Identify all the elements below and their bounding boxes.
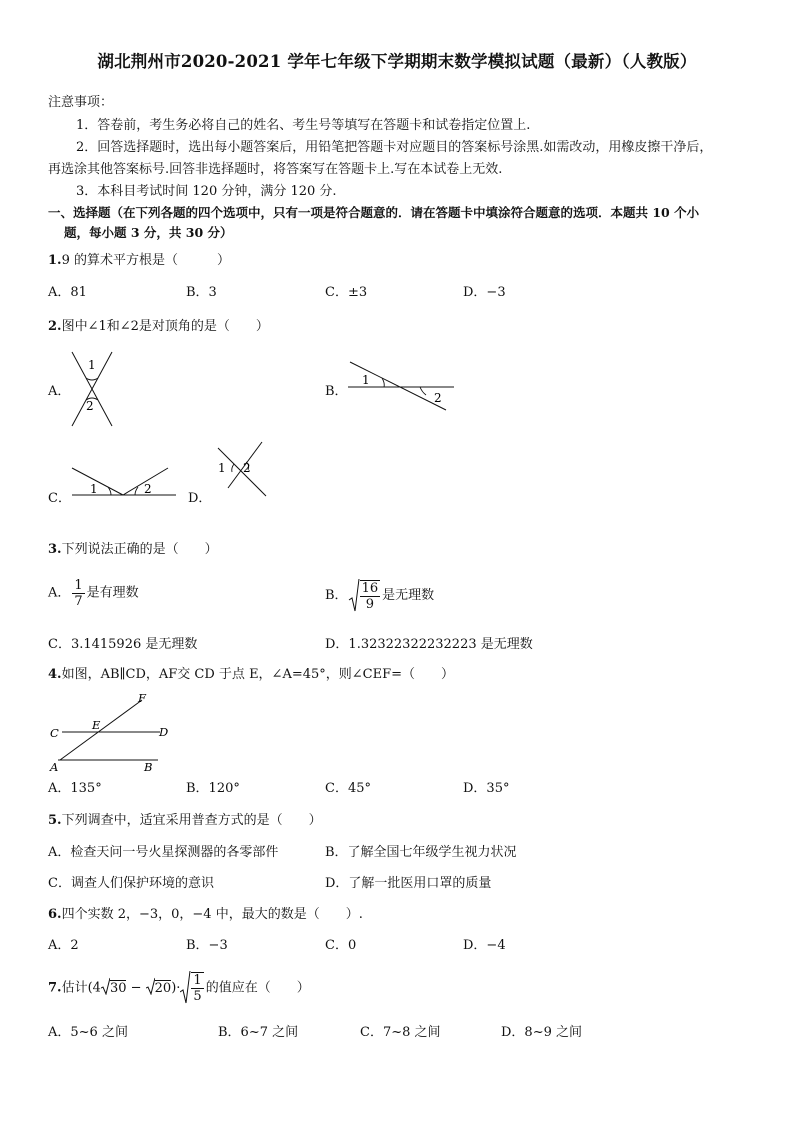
question-number: 4. [48,667,62,682]
q5-option-b: B．了解全国七年级学生视力状况 [325,845,517,860]
point-a: A [50,760,59,774]
angle-arc [135,487,138,495]
q3-option-a [48,578,139,609]
q4-option-b: B．120° [186,781,240,796]
radicand: 20 [154,980,172,996]
q7-option-d: D．8~9 之间 [501,1025,582,1040]
q2-option-a-label: A． [48,384,71,399]
denominator: 5 [193,989,202,1004]
q6-option-c: C．0 [325,938,357,953]
question-3 [48,541,218,559]
q7-option-b: B．6~7 之间 [218,1025,299,1040]
option-label: A． [48,585,71,601]
numerator: 16 [361,581,379,596]
notice-item-2-cont: 再选涂其他答案标号.回答非选择题时，将答案写在答题卡上.写在本试卷上无效. [48,162,503,177]
angle-label-2: 2 [434,391,442,405]
question-number: 2. [48,319,62,334]
sqrt-sign [101,977,110,995]
question-stem: 图中∠1和∠2是对顶角的是（ ） [61,319,269,334]
section-heading-line1: 一、选择题（在下列各题的四个选项中，只有一项是符合题意的．请在答题卡中填涂符合题意的选项．本题共 10 个小 [48,205,700,220]
question-number: 3. [48,542,62,557]
question-stem: 下列调查中，适宜采用普查方式的是（ ） [61,813,322,828]
angle-label-1: 1 [90,482,98,496]
q2-option-c-label: C． [48,491,71,506]
q1-option-b: B．3 [186,285,217,300]
point-c: C [50,726,59,740]
q2-figure-d [212,438,270,500]
q6-option-b: B．−3 [186,938,228,953]
angle-label-1: 1 [88,358,96,372]
q3-option-d: D．1.32322322232223 是无理数 [325,637,533,652]
q7-option-c: C．7~8 之间 [360,1025,441,1040]
angle-arc [420,387,426,395]
q2-option-b-label: B． [325,384,348,399]
q3-option-b [325,578,434,614]
q7-option-a: A．5~6 之间 [48,1025,128,1040]
question-4 [48,666,454,684]
denominator: 7 [74,594,83,609]
q6-option-a: A．2 [48,938,79,953]
q2-figure-b [344,356,456,416]
minus-sign: − [126,980,146,996]
sqrt-sign [146,977,155,995]
question-number: 6. [48,907,62,922]
question-6 [48,906,363,924]
page-title: 湖北荆州市2020-2021 学年七年级下学期期末数学模拟试题（最新）（人教版） [97,52,697,71]
point-b: B [144,760,153,774]
question-stem-prefix: 估计 [61,980,88,996]
denominator: 9 [365,597,374,612]
q6-option-d: D．−4 [463,938,506,953]
radicand: 30 [109,980,127,996]
sqrt-sign [348,578,360,614]
expr-close: )· [171,980,181,996]
q3-option-c: C．3.1415926 是无理数 [48,637,198,652]
fraction [191,972,203,1004]
question-stem-suffix: 的值应在（ ） [205,980,310,996]
q1-option-d: D．−3 [463,285,506,300]
point-f: F [138,691,146,705]
question-2 [48,318,269,336]
option-label: B． [325,588,348,603]
q2-figure-c [66,462,178,502]
question-1 [48,252,230,270]
notice-item-3: 3．本科目考试时间 120 分钟，满分 120 分. [76,184,337,199]
angle-label-2: 2 [86,399,94,413]
q5-option-d: D．了解一批医用口罩的质量 [325,876,492,891]
numerator: 1 [193,973,202,988]
question-stem: 如图，AB∥CD，AF交 CD 于点 E，∠A=45°，则∠CEF=（ ） [61,667,455,682]
expr-open: (4 [87,980,101,996]
question-number: 5. [48,813,62,828]
fraction [72,578,84,609]
numerator: 1 [74,578,83,593]
q2-option-d-label: D． [188,491,212,506]
point-d: D [159,725,169,739]
angle-label-2: 2 [243,461,251,475]
q1-option-c: C．±3 [325,285,368,300]
angle-arc [86,378,98,380]
notice-item-1: 1．答卷前，考生务必将自己的姓名、考生号等填写在答题卡和试卷指定位置上. [76,118,531,133]
angle-label-1: 1 [218,461,226,475]
sqrt-sign [180,970,191,1006]
question-stem: 下列说法正确的是（ ） [61,542,218,557]
angle-label-2: 2 [144,482,152,496]
point-e: E [92,718,101,732]
q4-figure [46,690,176,776]
question-number: 7. [48,980,62,996]
q2-figure-a [66,348,122,430]
notice-heading: 注意事项： [48,95,114,110]
angle-label-1: 1 [362,373,370,387]
question-number: 1. [48,253,62,268]
option-text: 是无理数 [382,588,435,603]
question-stem: 9 的算术平方根是（ ） [61,253,230,268]
notice-item-2: 2．回答选择题时，选出每小题答案后，用铅笔把答题卡对应题目的答案标号涂黑.如需改动，用橡皮擦干净后， [76,140,713,155]
q1-option-a: A．81 [48,285,87,300]
q4-option-c: C．45° [325,781,371,796]
q5-option-a: A．检查天问一号火星探测器的各零部件 [48,845,279,860]
q4-option-a: A．135° [48,781,102,796]
q5-option-c: C．调查人们保护环境的意识 [48,876,214,891]
question-7 [48,970,310,1007]
line-af [60,700,142,760]
question-5 [48,812,322,830]
section-heading-line2: 题，每小题 3 分，共 30 分） [64,225,233,240]
q4-option-d: D．35° [463,781,510,796]
option-text: 是有理数 [86,585,139,601]
question-stem: 四个实数 2，−3，0，−4 中，最大的数是（ ）. [61,907,363,922]
angle-arc [232,464,234,472]
fraction [360,580,381,612]
